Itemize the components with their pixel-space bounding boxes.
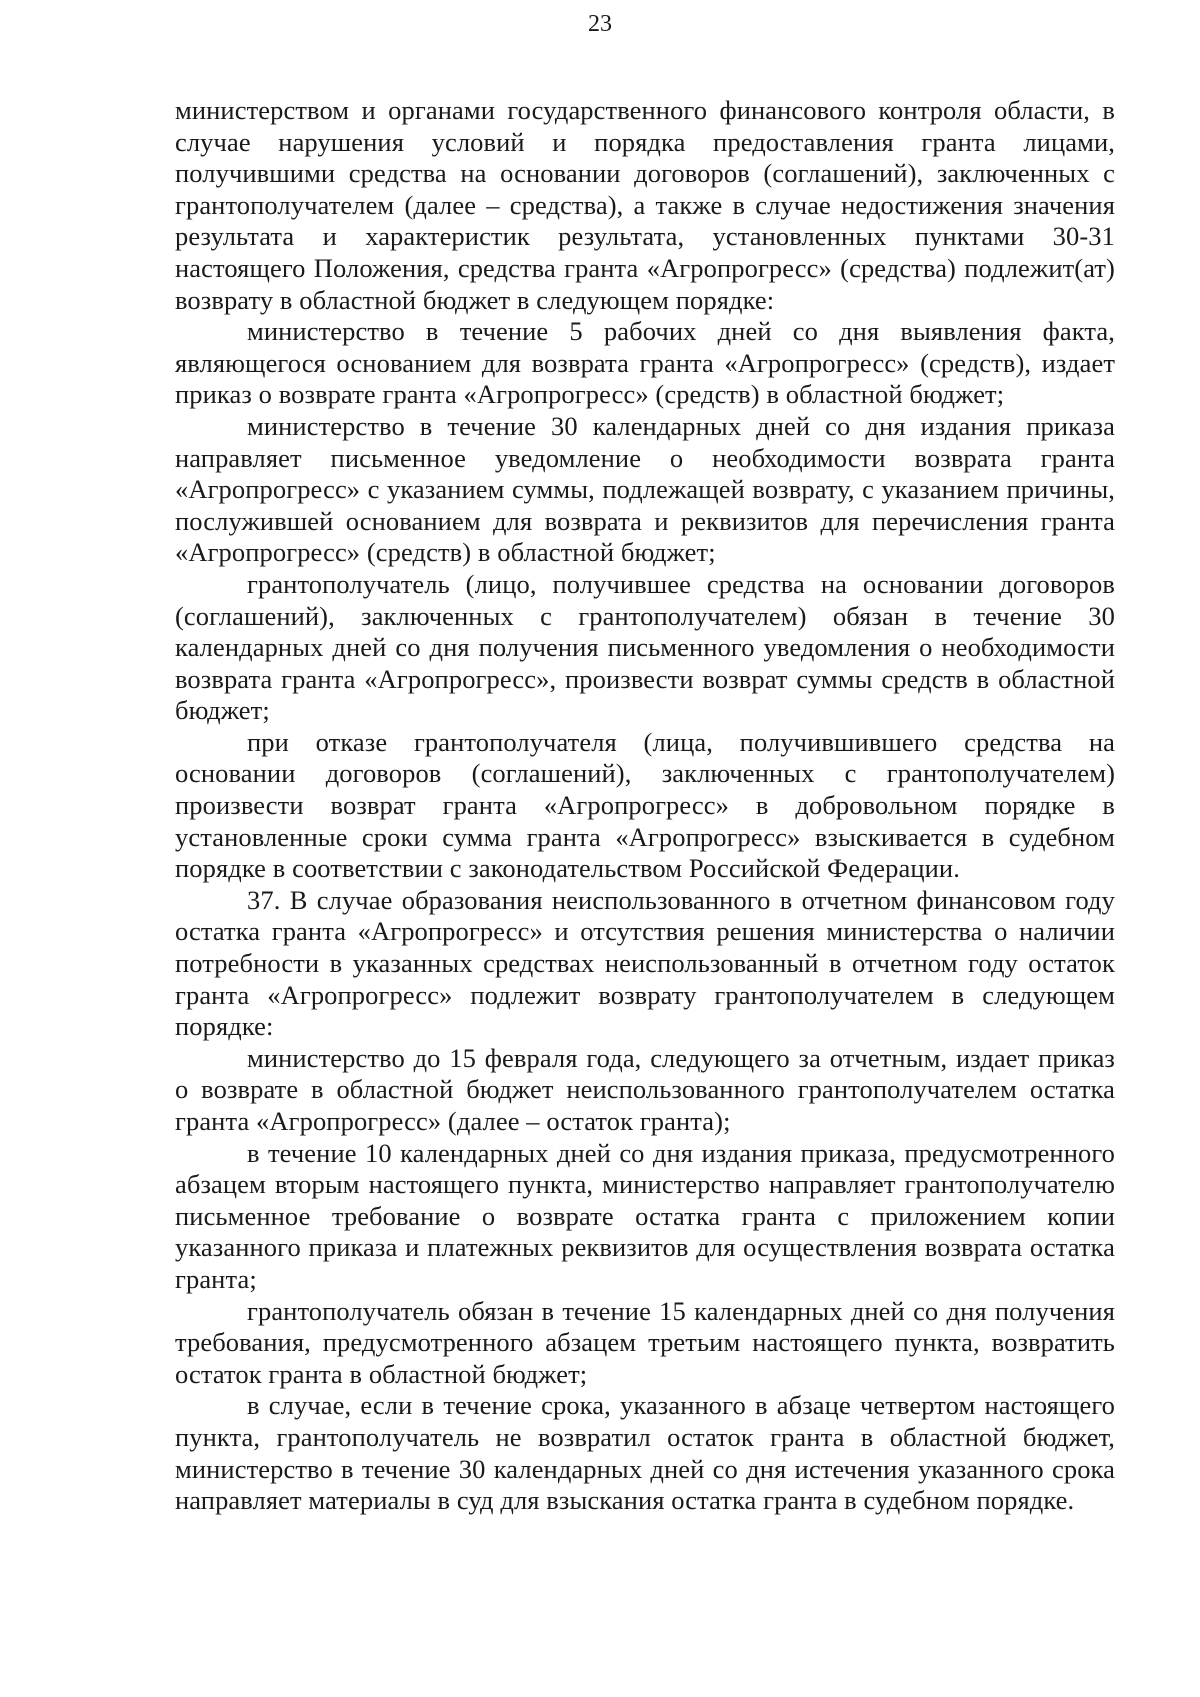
paragraph-7: министерство до 15 февраля года, следующего за отчетным, издает приказ о возврате в областной бюджет неиспользованного грантополучателем остатка гранта «Агропрогресс» (далее – остаток гранта); (175, 1042, 1115, 1136)
document-body (175, 95, 1115, 1517)
paragraph-8: в течение 10 календарных дней со дня издания приказа, предусмотренного абзацем вторым настоящего пункта, министерство направляет грантополучателю письменное требование о возврате остатка гранта с приложением копии указанного приказа и платежных реквизитов для осуществления возврата остатка гранта; (175, 1137, 1115, 1294)
paragraph-37: 37. В случае образования неиспользованного в отчетном финансовом году остатка гранта «Агропрогресс» и отсутствия решения министерства о наличии потребности в указанных средствах неиспользованный в отчетном году остаток гранта «Агропрогресс» подлежит возврату грантополучателем в следующем порядке: (175, 884, 1115, 1042)
page-number: 23 (588, 11, 612, 37)
paragraph-2: министерство в течение 5 рабочих дней со дня выявления факта, являющегося основанием для возврата гранта «Агропрогресс» (средств), издает приказ о возврате гранта «Агропрогресс» (средств) в областной бюджет; (175, 316, 1115, 410)
paragraph-4: грантополучатель (лицо, получившее средства на основании договоров (соглашений), заключенных с грантополучателем) обязан в течение 30 календарных дней со дня получения письменного уведомления о необходимости возврата гранта «Агропрогресс», произвести возврат суммы средств в областной бюджет; (175, 568, 1115, 726)
paragraph-1: министерством и органами государственного финансового контроля области, в случае нарушения условий и порядка предоставления гранта лицами, получившими средства на основании договоров (соглашений), заключенных с грантополучателем (далее – средства), а также в случае недостижения значения результата и характеристик результата, установленных пунктами 30-31 настоящего Положения, средства гранта «Агропрогресс» (средства) подлежит(ат) возврату в областной бюджет в следующем порядке: (175, 95, 1115, 315)
paragraph-5: при отказе грантополучателя (лица, получившившего средства на основании договоров (соглашений), заключенных с грантополучателем) произвести возврат гранта «Агропрогресс» в добровольном порядке в установленные сроки сумма гранта «Агропрогресс» взыскивается в судебном порядке в соответствии с законодательством Российской Федерации. (175, 726, 1115, 884)
paragraph-9: грантополучатель обязан в течение 15 календарных дней со дня получения требования, предусмотренного абзацем третьим настоящего пункта, возвратить остаток гранта в областной бюджет; (175, 1295, 1115, 1389)
paragraph-10: в случае, если в течение срока, указанного в абзаце четвертом настоящего пункта, грантополучатель не возвратил остаток гранта в областной бюджет, министерство в течение 30 календарных дней со дня истечения указанного срока направляет материалы в суд для взыскания остатка гранта в судебном порядке. (175, 1390, 1115, 1516)
paragraph-3: министерство в течение 30 календарных дней со дня издания приказа направляет письменное уведомление о необходимости возврата гранта «Агропрогресс» с указанием суммы, подлежащей возврату, с указанием причины, послужившей основанием для возврата и реквизитов для перечисления гранта «Агропрогресс» (средств) в областной бюджет; (175, 410, 1115, 568)
